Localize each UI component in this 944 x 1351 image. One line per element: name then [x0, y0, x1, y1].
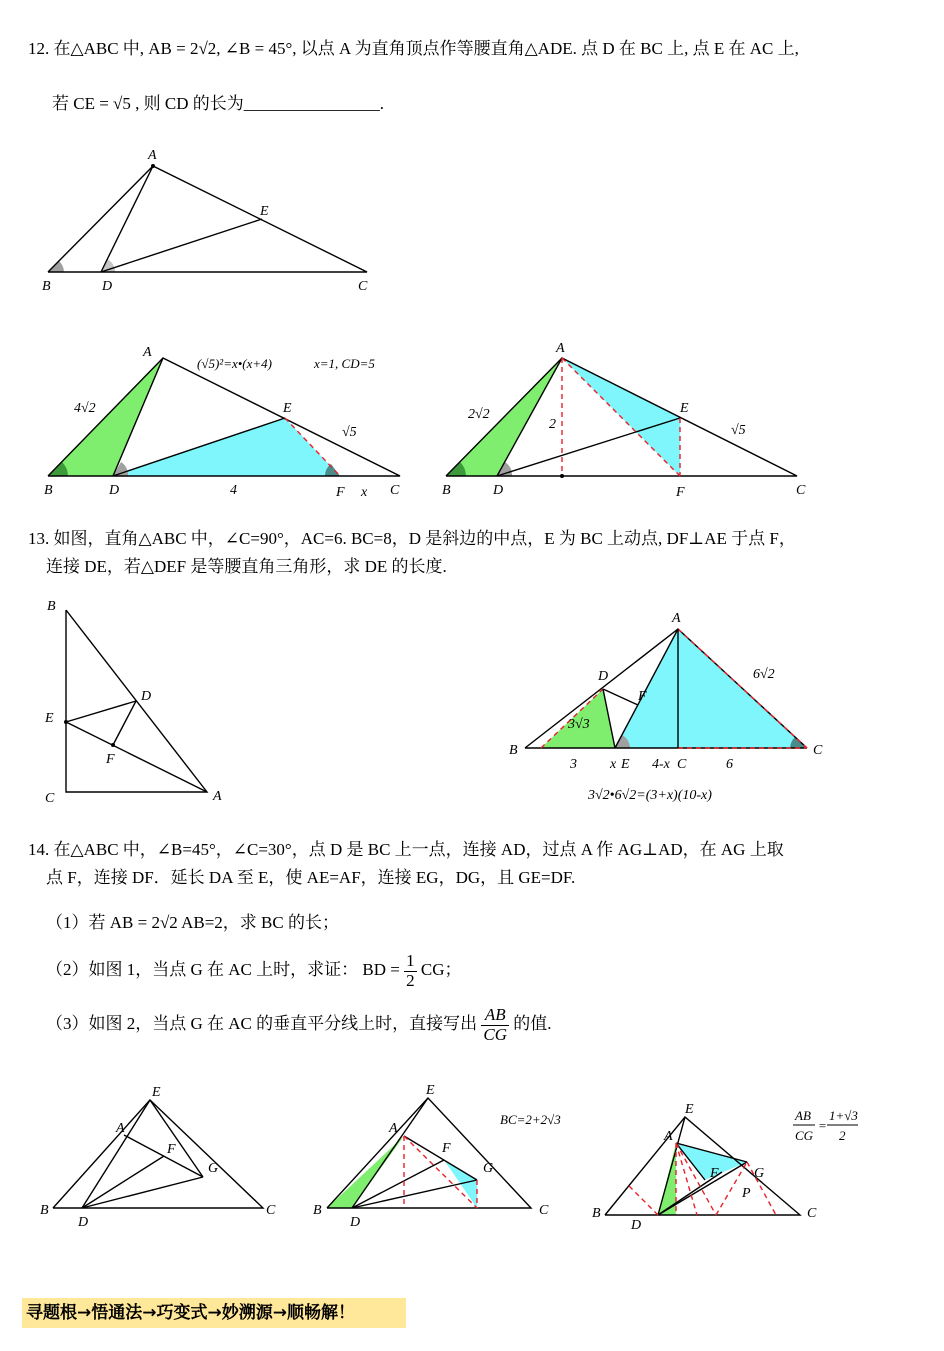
- q14f3-eq: =: [818, 1118, 827, 1133]
- q12f1-label-a: A: [148, 148, 157, 163]
- q14-part2-end: CG；: [420, 960, 462, 980]
- q14-line1: 14. 在△ABC 中，∠B=45°，∠C=30°，点 D 是 BC 上一点，连接 AD，过点 A 作 AG⊥AD，在 AG 上取: [28, 840, 784, 859]
- q13f2-note-ac: 6√2: [753, 667, 775, 682]
- q13f2-note-d: 3√3: [568, 717, 590, 732]
- q14-part2-text: （2）如图 1，当点 G 在 AC 上时，求证： BD =: [46, 960, 400, 980]
- q12f2-label-d: D: [109, 483, 120, 498]
- q14f3-label-f: F: [710, 1166, 719, 1181]
- q14f2-label-g: G: [483, 1161, 494, 1176]
- q14-part3-text: （3）如图 2，当点 G 在 AC 的垂直平分线上时，直接写出: [46, 1014, 478, 1034]
- q13-line2: 连接 DE，若△DEF 是等腰直角三角形，求 DE 的长度.: [46, 557, 447, 576]
- q14f3-frac-num: AB: [795, 1108, 811, 1123]
- q12-line1: 12. 在△ABC 中, AB = 2√2, ∠B = 45°, 以点 A 为直角顶点作等腰直角△ADE. 点 D 在 BC 上, 点 E 在 AC 上,: [28, 39, 799, 58]
- q14f2-label-d: D: [350, 1215, 361, 1230]
- q14-line2: 点 F，连接 DF．延长 DA 至 E，使 AE=AF，连接 EG，DG，且 GE=DF.: [46, 868, 576, 887]
- q13f2-label-f: F: [638, 689, 647, 704]
- q14f1-label-c: C: [266, 1203, 276, 1218]
- q14f3-label-e: E: [685, 1102, 694, 1117]
- q14f3-rden: 2: [839, 1128, 846, 1143]
- q14f2-label-b: B: [313, 1203, 322, 1218]
- q13f2-note-eq: 3√2•6√2=(3+x)(10-x): [588, 788, 712, 803]
- q13f1-label-b: B: [47, 599, 56, 614]
- q12f3-label-e: E: [680, 401, 689, 416]
- q12f1-label-c: C: [358, 279, 368, 294]
- q12f3-label-f: F: [676, 485, 685, 500]
- q12f2-label-f: F: [336, 485, 345, 500]
- q13f2-label-b: B: [509, 743, 518, 758]
- q12f3-label-c: C: [796, 483, 806, 498]
- q14f1-label-d: D: [78, 1215, 89, 1230]
- q12f2-label-e: E: [283, 401, 292, 416]
- q12f2-note-ab: 4√2: [74, 401, 96, 416]
- q12f1-label-d: D: [102, 279, 113, 294]
- q13f2-note-x: x: [610, 757, 617, 772]
- q12f2-note-df: 4: [230, 483, 237, 498]
- q14f2-label-c: C: [539, 1203, 549, 1218]
- q12f3-label-a: A: [556, 341, 565, 356]
- q13f2-label-c-bottom: C: [677, 757, 687, 772]
- q12f2-note-res: x=1, CD=5: [314, 356, 375, 371]
- q14-part3-num: AB: [481, 1006, 509, 1026]
- q14f1-label-a: A: [116, 1121, 125, 1136]
- q14f1-label-g: G: [208, 1161, 219, 1176]
- q13f2-note-c6: 6: [726, 757, 733, 772]
- q14f3-label-c: C: [807, 1206, 817, 1221]
- q12f3-note-ab: 2√2: [468, 407, 490, 422]
- q12f2-note-fc: x: [361, 485, 368, 500]
- q14-part2-num: 1: [406, 951, 415, 970]
- q12f3-label-d: D: [493, 483, 504, 498]
- q12f2-label-c: C: [390, 483, 400, 498]
- q14f2-label-f: F: [442, 1141, 451, 1156]
- q14-part1: （1）若 AB = 2√2 AB=2，求 BC 的长；: [46, 913, 339, 932]
- q12f1-label-e: E: [260, 204, 269, 219]
- q13f2-label-a: A: [672, 611, 681, 626]
- q12f3-note-ce: √5: [731, 423, 746, 438]
- q13f2-label-c: C: [813, 743, 823, 758]
- q12-line2: 若 CE = √5 , 则 CD 的长为________________.: [52, 94, 385, 113]
- q13f2-note-be: 3: [570, 757, 577, 772]
- q13f2-note-ec: 4-x: [652, 757, 670, 772]
- q14f2-label-e: E: [426, 1083, 435, 1098]
- q13f2-label-e: E: [621, 757, 630, 772]
- q13f2-label-d: D: [598, 669, 609, 684]
- q12f3-note-h: 2: [549, 417, 556, 432]
- q13f1-label-f: F: [106, 752, 115, 767]
- q13f1-label-d: D: [141, 689, 152, 704]
- slogan-banner: 寻题根→悟通法→巧变式→妙溯源→顺畅解！: [22, 1298, 406, 1328]
- q12f2-label-b: B: [44, 483, 53, 498]
- q13f1-label-c: C: [45, 791, 55, 806]
- q14f1-label-f: F: [167, 1142, 176, 1157]
- q14f3-label-a: A: [664, 1129, 673, 1144]
- q13-line1: 13. 如图，直角△ABC 中，∠C=90°，AC=6. BC=8，D 是斜边的中点，E 为 BC 上动点, DF⊥AE 于点 F，: [28, 529, 796, 548]
- q14f3-label-p: P: [742, 1186, 751, 1201]
- q14f3-label-b: B: [592, 1206, 601, 1221]
- q14f3-frac-den: CG: [795, 1128, 814, 1143]
- q14-part2-den: 2: [406, 970, 415, 990]
- q12f2-note-eq: (√5)²=x•(x+4): [197, 356, 272, 371]
- q12f3-label-b: B: [442, 483, 451, 498]
- q14f1-label-b: B: [40, 1203, 49, 1218]
- q12f1-label-b: B: [42, 279, 51, 294]
- q14f3-label-d: D: [631, 1218, 642, 1233]
- q14f2-label-a: A: [389, 1121, 398, 1136]
- q14f2-note: BC=2+2√3: [500, 1112, 561, 1127]
- q12f2-note-ce: √5: [342, 425, 357, 440]
- q14-part3-end: 的值.: [513, 1014, 552, 1034]
- q14-part3-den: CG: [483, 1024, 508, 1044]
- q13f1-label-a: A: [213, 789, 222, 804]
- q14f3-rnum: 1+√3: [829, 1108, 858, 1123]
- q13f1-label-e: E: [45, 711, 54, 726]
- q14f3-label-g: G: [754, 1166, 765, 1181]
- q12f2-label-a: A: [143, 345, 152, 360]
- q14f1-label-e: E: [152, 1085, 161, 1100]
